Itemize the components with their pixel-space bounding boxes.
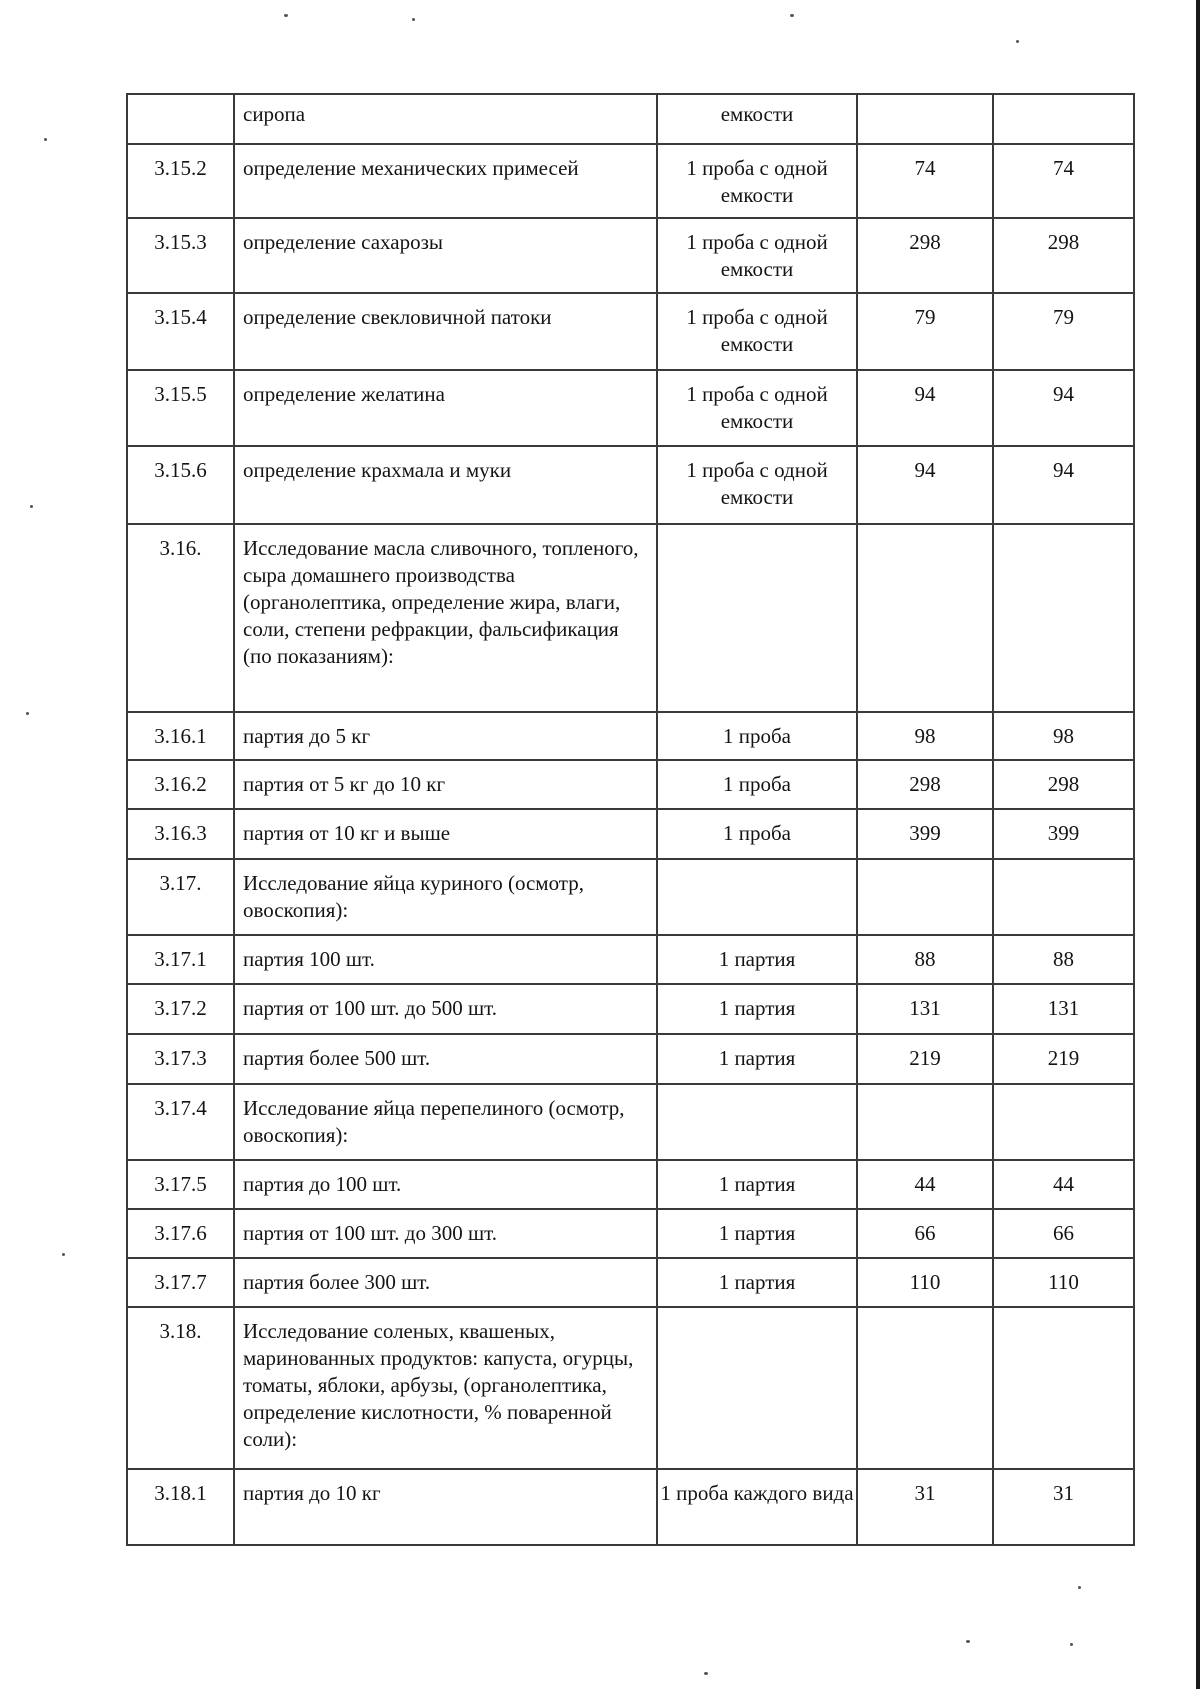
scan-speck <box>412 18 415 21</box>
table-row <box>127 218 1134 293</box>
price-column-1: 98 <box>857 712 993 760</box>
service-name: партия до 100 шт. <box>234 1160 657 1209</box>
table-row <box>127 144 1134 218</box>
row-number: 3.17.3 <box>127 1034 234 1084</box>
service-name: Исследование масла сливочного, топленого, сыра домашнего производства (органолептика, определение жира, влаги, соли, степени рефракции, фальсификация (по показаниям): <box>234 524 657 712</box>
unit-of-measure: 1 партия <box>657 984 857 1034</box>
scan-speck <box>966 1640 970 1643</box>
price-column-1 <box>857 859 993 935</box>
table-row <box>127 1469 1134 1545</box>
price-column-1: 31 <box>857 1469 993 1545</box>
service-name: партия более 300 шт. <box>234 1258 657 1307</box>
price-column-1: 399 <box>857 809 993 859</box>
price-column-1: 94 <box>857 446 993 524</box>
table-row <box>127 809 1134 859</box>
scan-speck <box>790 14 794 17</box>
scan-speck <box>704 1672 708 1675</box>
unit-of-measure: 1 партия <box>657 1209 857 1258</box>
price-column-1 <box>857 1307 993 1469</box>
table-row <box>127 760 1134 809</box>
price-column-2: 399 <box>993 809 1134 859</box>
price-column-2 <box>993 1307 1134 1469</box>
table-row <box>127 446 1134 524</box>
row-number: 3.18.1 <box>127 1469 234 1545</box>
price-column-2: 94 <box>993 370 1134 446</box>
unit-of-measure: 1 партия <box>657 935 857 984</box>
price-column-2: 298 <box>993 760 1134 809</box>
price-column-1: 298 <box>857 218 993 293</box>
table-row <box>127 1209 1134 1258</box>
table-row <box>127 1034 1134 1084</box>
service-name: партия до 5 кг <box>234 712 657 760</box>
scan-speck <box>284 14 288 17</box>
table-row <box>127 370 1134 446</box>
price-column-1: 74 <box>857 144 993 218</box>
service-name: определение сахарозы <box>234 218 657 293</box>
price-column-2: 219 <box>993 1034 1134 1084</box>
price-column-2: 74 <box>993 144 1134 218</box>
service-name: определение крахмала и муки <box>234 446 657 524</box>
table-row <box>127 1160 1134 1209</box>
table-row <box>127 1084 1134 1160</box>
price-table <box>126 93 1135 1546</box>
service-name: сиропа <box>234 94 657 144</box>
table-body <box>127 94 1134 1545</box>
service-name: партия более 500 шт. <box>234 1034 657 1084</box>
price-column-2 <box>993 1084 1134 1160</box>
price-column-1: 44 <box>857 1160 993 1209</box>
table-row <box>127 859 1134 935</box>
price-column-2: 110 <box>993 1258 1134 1307</box>
price-column-1 <box>857 524 993 712</box>
price-column-2 <box>993 524 1134 712</box>
price-column-2: 98 <box>993 712 1134 760</box>
table-row <box>127 524 1134 712</box>
price-column-2 <box>993 94 1134 144</box>
price-column-1 <box>857 94 993 144</box>
scan-speck <box>1016 40 1019 43</box>
row-number: 3.15.2 <box>127 144 234 218</box>
scan-edge <box>1196 0 1200 1689</box>
unit-of-measure: 1 проба с одной емкости <box>657 293 857 370</box>
table-row <box>127 712 1134 760</box>
unit-of-measure: емкости <box>657 94 857 144</box>
price-column-2: 44 <box>993 1160 1134 1209</box>
price-column-1: 131 <box>857 984 993 1034</box>
service-name: партия от 100 шт. до 500 шт. <box>234 984 657 1034</box>
row-number <box>127 94 234 144</box>
scan-speck <box>44 138 47 141</box>
unit-of-measure <box>657 1307 857 1469</box>
service-name: определение механических примесей <box>234 144 657 218</box>
row-number: 3.16.2 <box>127 760 234 809</box>
row-number: 3.15.6 <box>127 446 234 524</box>
price-column-2: 94 <box>993 446 1134 524</box>
service-name: партия до 10 кг <box>234 1469 657 1545</box>
price-column-2: 31 <box>993 1469 1134 1545</box>
unit-of-measure <box>657 859 857 935</box>
price-column-2 <box>993 859 1134 935</box>
price-column-2: 131 <box>993 984 1134 1034</box>
price-column-1: 219 <box>857 1034 993 1084</box>
price-column-2: 66 <box>993 1209 1134 1258</box>
scan-speck <box>62 1253 65 1256</box>
price-column-1: 79 <box>857 293 993 370</box>
row-number: 3.15.4 <box>127 293 234 370</box>
price-column-1: 94 <box>857 370 993 446</box>
price-column-1: 88 <box>857 935 993 984</box>
scan-speck <box>30 505 33 508</box>
scan-speck <box>1070 1643 1073 1646</box>
row-number: 3.17.2 <box>127 984 234 1034</box>
service-name: определение желатина <box>234 370 657 446</box>
unit-of-measure: 1 проба с одной емкости <box>657 446 857 524</box>
price-column-1 <box>857 1084 993 1160</box>
price-column-2: 88 <box>993 935 1134 984</box>
row-number: 3.16.1 <box>127 712 234 760</box>
row-number: 3.15.5 <box>127 370 234 446</box>
table-row <box>127 1307 1134 1469</box>
price-column-2: 79 <box>993 293 1134 370</box>
service-name: партия от 5 кг до 10 кг <box>234 760 657 809</box>
unit-of-measure <box>657 1084 857 1160</box>
row-number: 3.16.3 <box>127 809 234 859</box>
row-number: 3.17.5 <box>127 1160 234 1209</box>
row-number: 3.17.1 <box>127 935 234 984</box>
row-number: 3.17. <box>127 859 234 935</box>
unit-of-measure: 1 проба <box>657 760 857 809</box>
scan-speck <box>1078 1586 1081 1589</box>
price-column-1: 66 <box>857 1209 993 1258</box>
unit-of-measure: 1 проба <box>657 712 857 760</box>
row-number: 3.18. <box>127 1307 234 1469</box>
table-row <box>127 293 1134 370</box>
table-row <box>127 935 1134 984</box>
row-number: 3.17.7 <box>127 1258 234 1307</box>
table-row <box>127 984 1134 1034</box>
unit-of-measure <box>657 524 857 712</box>
service-name: партия от 100 шт. до 300 шт. <box>234 1209 657 1258</box>
unit-of-measure: 1 проба каждого вида <box>657 1469 857 1545</box>
service-name: Исследование яйца перепелиного (осмотр, овоскопия): <box>234 1084 657 1160</box>
scan-speck <box>26 712 29 715</box>
unit-of-measure: 1 проба с одной емкости <box>657 144 857 218</box>
unit-of-measure: 1 партия <box>657 1160 857 1209</box>
unit-of-measure: 1 проба с одной емкости <box>657 218 857 293</box>
unit-of-measure: 1 партия <box>657 1034 857 1084</box>
price-column-1: 110 <box>857 1258 993 1307</box>
price-column-2: 298 <box>993 218 1134 293</box>
service-name: Исследование яйца куриного (осмотр, овоскопия): <box>234 859 657 935</box>
unit-of-measure: 1 проба <box>657 809 857 859</box>
row-number: 3.16. <box>127 524 234 712</box>
table-row <box>127 1258 1134 1307</box>
row-number: 3.17.6 <box>127 1209 234 1258</box>
service-name: партия от 10 кг и выше <box>234 809 657 859</box>
row-number: 3.15.3 <box>127 218 234 293</box>
unit-of-measure: 1 партия <box>657 1258 857 1307</box>
service-name: партия 100 шт. <box>234 935 657 984</box>
unit-of-measure: 1 проба с одной емкости <box>657 370 857 446</box>
row-number: 3.17.4 <box>127 1084 234 1160</box>
service-name: определение свекловичной патоки <box>234 293 657 370</box>
price-column-1: 298 <box>857 760 993 809</box>
table-row <box>127 94 1134 144</box>
service-name: Исследование соленых, квашеных, маринованных продуктов: капуста, огурцы, томаты, яблоки, арбузы, (органолептика, определение кислотности, % поваренной соли): <box>234 1307 657 1469</box>
